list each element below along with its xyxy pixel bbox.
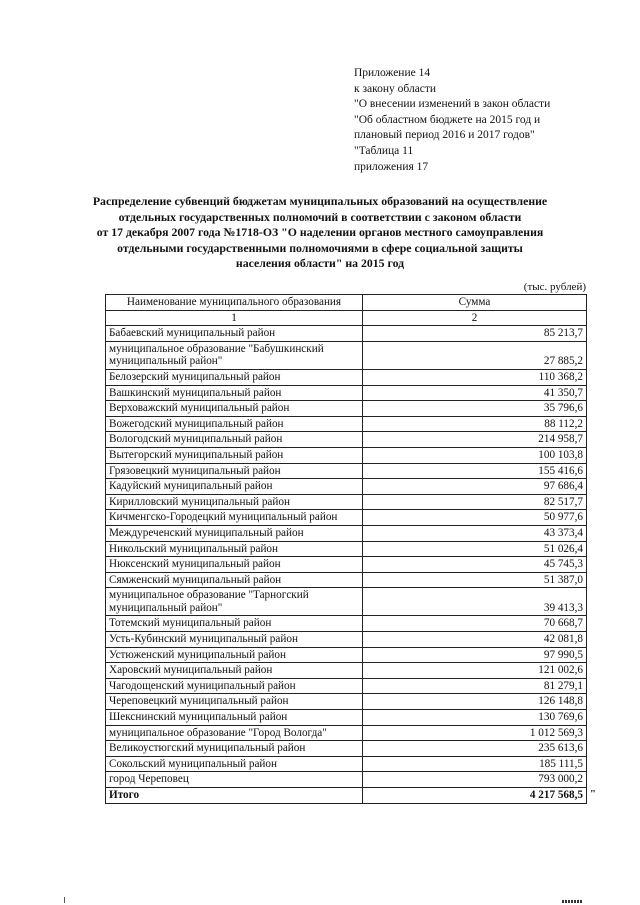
subsidy-amount: 1 012 569,3 [363, 725, 587, 741]
table-row [106, 401, 587, 417]
header-line: Приложение 14 [354, 67, 431, 79]
subsidy-amount: 214 958,7 [363, 432, 587, 448]
municipality-name: муниципальное образование "Тарногский муниципальный район" [106, 588, 363, 616]
title-line: отдельных государственных полномочий в соответствии с законом области [118, 209, 522, 224]
subsidy-amount: 126 148,8 [363, 694, 587, 710]
subsidy-amount: 97 686,4 [363, 479, 587, 495]
header-line: "Об областном бюджете на 2015 год и [354, 113, 541, 126]
table-row [106, 694, 587, 710]
municipality-name: Устюженский муниципальный район [106, 647, 363, 663]
closing-quote: " [589, 788, 596, 800]
header-line: "Таблица 11 [354, 144, 414, 157]
municipality-name: Вожегодский муниципальный район [106, 416, 363, 432]
subsidy-amount: 110 368,2 [363, 369, 587, 385]
total-row [106, 788, 587, 804]
municipality-name: Белозерский муниципальный район [106, 369, 363, 385]
appendix-header [354, 66, 604, 175]
municipality-name: Междуреченский муниципальный район [106, 525, 363, 541]
municipality-name: Вашкинский муниципальный район [106, 385, 363, 401]
subsidy-amount: 121 002,6 [363, 663, 587, 679]
municipality-name: Бабаевский муниципальный район [106, 326, 363, 342]
table-column-numbers [106, 310, 587, 326]
municipality-name: Сямженский муниципальный район [106, 572, 363, 588]
municipality-name: Вытегорский муниципальный район [106, 447, 363, 463]
municipality-name: Кичменгско-Городецкий муниципальный район [106, 510, 363, 526]
table-row [106, 678, 587, 694]
total-amount-cell [363, 788, 596, 804]
header-line: "О внесении изменений в закон области [354, 98, 551, 111]
subsidy-amount: 185 111,5 [363, 756, 587, 772]
table-row [106, 663, 587, 679]
scan-mark-right [562, 900, 582, 903]
total-amount: 4 217 568,5 [529, 789, 583, 801]
units-label: (тыс. рублей) [523, 281, 586, 293]
municipality-name: Усть-Кубинский муниципальный район [106, 632, 363, 648]
scan-mark-left [64, 897, 65, 903]
municipality-name: Шекснинский муниципальный район [106, 710, 363, 726]
table-row [106, 525, 587, 541]
table-row [106, 647, 587, 663]
table-header-row [106, 295, 587, 311]
municipality-name: Грязовецкий муниципальный район [106, 463, 363, 479]
municipality-name: Сокольский муниципальный район [106, 756, 363, 772]
municipality-name: Никольский муниципальный район [106, 541, 363, 557]
column-header-amount: Сумма [363, 295, 587, 311]
table-row [106, 772, 587, 788]
table-row [106, 510, 587, 526]
header-line: приложения 17 [354, 160, 429, 173]
municipality-name: город Череповец [106, 772, 363, 788]
document-title [60, 194, 580, 272]
subsidy-amount: 82 517,7 [363, 494, 587, 510]
column-header-name: Наименование муниципального образования [106, 295, 363, 311]
subsidy-amount: 39 413,3 [363, 588, 587, 616]
municipality-name: Нюксенский муниципальный район [106, 557, 363, 573]
header-line: плановый период 2016 и 2017 годов" [354, 129, 535, 142]
table-row [106, 616, 587, 632]
table-row [106, 479, 587, 495]
table-row [106, 756, 587, 772]
subsidy-amount: 130 769,6 [363, 710, 587, 726]
subsidy-amount: 70 668,7 [363, 616, 587, 632]
table-row [106, 341, 587, 369]
table-row [106, 494, 587, 510]
table-row [106, 369, 587, 385]
table-row [106, 447, 587, 463]
subsidy-amount: 88 112,2 [363, 416, 587, 432]
subsidy-amount: 27 885,2 [363, 341, 587, 369]
municipality-name: Харовский муниципальный район [106, 663, 363, 679]
table-row [106, 725, 587, 741]
column-number: 1 [106, 310, 363, 326]
municipality-name: Тотемский муниципальный район [106, 616, 363, 632]
subsidy-amount: 51 026,4 [363, 541, 587, 557]
table-row [106, 588, 587, 616]
table-row [106, 416, 587, 432]
column-number: 2 [363, 310, 587, 326]
table-body [106, 326, 587, 788]
municipality-name: муниципальное образование "Бабушкинский муниципальный район" [106, 341, 363, 369]
table-row [106, 385, 587, 401]
header-line: к закону области [354, 82, 437, 95]
table-row [106, 463, 587, 479]
table-row [106, 741, 587, 757]
municipality-name: Кирилловский муниципальный район [106, 494, 363, 510]
subsidy-amount: 45 745,3 [363, 557, 587, 573]
table-row [106, 326, 587, 342]
subsidy-amount: 50 977,6 [363, 510, 587, 526]
table-row [106, 541, 587, 557]
municipality-name: Кадуйский муниципальный район [106, 479, 363, 495]
title-line: от 17 декабря 2007 года №1718-ОЗ "О наделении органов местного самоуправления [96, 225, 544, 240]
subsidy-amount: 43 373,4 [363, 525, 587, 541]
subsidy-amount: 155 416,6 [363, 463, 587, 479]
table-row [106, 557, 587, 573]
table-row [106, 710, 587, 726]
title-line: отдельными государственными полномочиями в сфере социальной защиты [117, 240, 523, 255]
title-line: Распределение субвенций бюджетам муниципальных образований на осуществление [92, 194, 548, 208]
municipality-name: Великоустюгский муниципальный район [106, 741, 363, 757]
subsidy-amount: 51 387,0 [363, 572, 587, 588]
municipality-name: Чагодощенский муниципальный район [106, 678, 363, 694]
municipality-name: Череповецкий муниципальный район [106, 694, 363, 710]
subsidy-amount: 100 103,8 [363, 447, 587, 463]
subsidy-amount: 235 613,6 [363, 741, 587, 757]
table-row [106, 572, 587, 588]
municipality-name: Верховажский муниципальный район [106, 401, 363, 417]
subsidy-table [105, 294, 596, 804]
table-row [106, 432, 587, 448]
municipality-name: муниципальное образование "Город Вологда" [106, 725, 363, 741]
subsidy-amount: 42 081,8 [363, 632, 587, 648]
subsidy-amount: 41 350,7 [363, 385, 587, 401]
total-label: Итого [106, 788, 363, 804]
subsidy-amount: 97 990,5 [363, 647, 587, 663]
subsidy-amount: 85 213,7 [363, 326, 587, 342]
subsidy-amount: 81 279,1 [363, 678, 587, 694]
subsidy-amount: 793 000,2 [363, 772, 587, 788]
subsidy-amount: 35 796,6 [363, 401, 587, 417]
municipality-name: Вологодский муниципальный район [106, 432, 363, 448]
title-line: населения области" на 2015 год [235, 256, 405, 271]
table-row [106, 632, 587, 648]
